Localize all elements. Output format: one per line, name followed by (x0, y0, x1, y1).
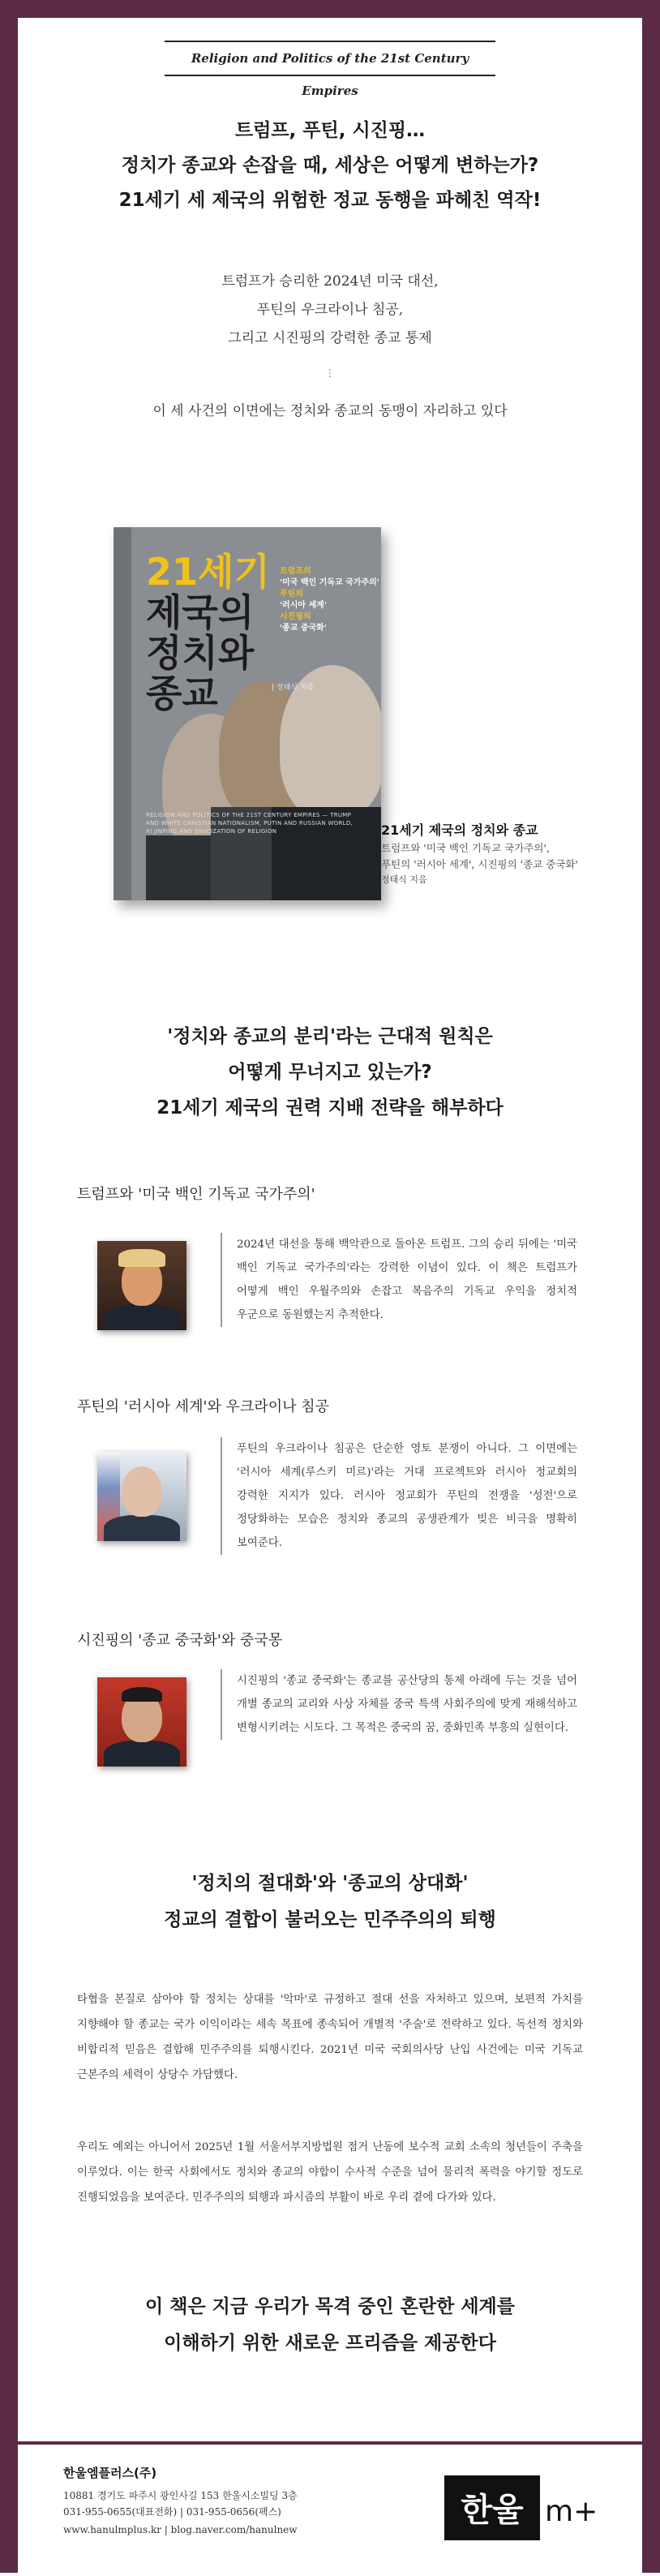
putin-section-text: 푸틴의 우크라이나 침공은 단순한 영토 분쟁이 아니다. 그 이면에는 '러시아 세계(루스키 미르)'라는 거대 프로젝트와 러시아 정교회의 강력한 지지가 있다. 러시아 정교회가 푸틴의 전쟁을 '성전'으로 정당화하는 모습은 정치와 종교의 공생관계가 빚은 비극을 명확히 보여준다. (221, 1437, 577, 1555)
cover-tag-2: 푸틴의 (280, 590, 303, 599)
closing-line-2: 이해하기 위한 새로운 프리즘을 제공한다 (164, 2333, 496, 2354)
portrait-face (122, 1466, 162, 1517)
cover-tag-3: 시진핑의 (280, 612, 311, 621)
portrait-body (104, 1515, 180, 1541)
section2-heading-line-2: 어떻게 무너지고 있는가? (228, 1062, 432, 1083)
xi-portrait (97, 1677, 186, 1767)
xi-section-text: 시진핑의 '종교 중국화'는 종교를 공산당의 통제 아래에 두는 것을 넘어 개별 종교의 교리와 사상 자체를 중국 특색 사회주의에 맞게 재해석하고 변형시키려는 시도다. 그 목적은 중국의 꿈, 중화민족 부흥의 실현이다. (221, 1669, 577, 1740)
section2-heading (49, 1019, 611, 1126)
publisher-address: 10881 경기도 파주시 광인사길 153 한울시소빌딩 3층 (63, 2490, 298, 2501)
section3-heading-line-2: 정교의 결합이 불러오는 민주주의의 퇴행 (164, 1909, 496, 1930)
logo-suffix: m+ (545, 2495, 598, 2528)
hanul-logo-icon (444, 2475, 606, 2540)
logo-text: 한울 (461, 2492, 524, 2529)
headline-line-1: 트럼프, 푸틴, 시진핑… (234, 120, 426, 141)
portrait-hair (118, 1249, 165, 1267)
dots-separator: ⋮ (325, 367, 335, 379)
cover-line-2: 제국의 (146, 590, 255, 634)
main-headline (49, 114, 611, 218)
intro-line-2: 푸틴의 우크라이나 침공, (256, 302, 404, 318)
portrait-hair (122, 1687, 162, 1702)
section3-paragraph-1: 타협을 본질로 삼아야 할 정치는 상대를 '악마'로 규정하고 절대 선을 자처하고 있으며, 보편적 가치를 지향해야 할 종교는 국가 이익이라는 세속 목표에 종속되어 개별적 '주술'로 전락하고 있다. 독선적 정치와 비합리적 믿음은 결합해 민주주의를 퇴행시킨다. 2021년 미국 국회의사당 난입 사건에는 미국 기독교 근본주의 세력이 상당수 가담했다. (77, 1994, 583, 2081)
cover-english-title: RELIGION AND POLITICS OF THE 21ST CENTURY EMPIRES — TRUMP AND WHITE CHRISTIAN NATIONALISM, PUTIN AND RUSSIAN WORLD, XI JINPING AND SINICIZATION OF RELIGION (146, 812, 354, 835)
book-spine (114, 527, 131, 900)
book-title: 21세기 제국의 정치와 종교 (381, 822, 538, 838)
book-subtitle-1: 트럼프와 '미국 백인 기독교 국가주의', (381, 842, 550, 854)
closing-statement (49, 2289, 611, 2362)
xi-section-title: 시진핑의 '종교 중국화'와 중국몽 (77, 1632, 283, 1649)
cover-tag-2b: '러시아 세계' (280, 601, 327, 610)
intro-line-1: 트럼프가 승리한 2024년 미국 대선, (221, 273, 439, 290)
intro-block (49, 268, 611, 353)
section2-heading-line-3: 21세기 제국의 권력 지배 전략을 해부하다 (156, 1097, 504, 1118)
book-subtitle-2: 푸틴의 '러시아 세계', 시진핑의 '종교 중국화' (381, 858, 578, 870)
cover-line-4: 종교 (146, 672, 218, 715)
publisher-web: www.hanulmplus.kr | blog.naver.com/hanulnew (63, 2524, 298, 2535)
section3-heading-line-1: '정치의 절대화'와 '종교의 상대화' (191, 1873, 469, 1894)
section3-paragraph-2: 우리도 예외는 아니어서 2025년 1월 서울서부지방법원 점거 난동에 보수적 교회 소속의 청년들이 주축을 이루었다. 이는 한국 사회에서도 정치와 종교의 야합이 수사적 수준을 넘어 물리적 폭력을 야기할 정도로 진행되었음을 보여준다. 민주주의의 퇴행과 파시즘의 부활이 바로 우리 곁에 다가와 있다. (77, 2141, 583, 2204)
trump-section-text: 2024년 대선을 통해 백악관으로 돌아온 트럼프. 그의 승리 뒤에는 '미국 백인 기독교 국가주의'라는 강력한 이념이 있다. 이 책은 트럼프가 어떻게 백인 우월주의와 손잡고 복음주의 기독교 우익을 정치적 우군으로 동원했는지 추적한다. (221, 1233, 577, 1327)
closing-line-1: 이 책은 지금 우리가 목격 중인 혼란한 세계를 (145, 2296, 515, 2317)
putin-section-title: 푸틴의 '러시아 세계'와 우크라이나 침공 (77, 1398, 329, 1415)
headline-line-2: 정치가 종교와 손잡을 때, 세상은 어떻게 변하는가? (121, 155, 539, 176)
publisher-name: 한울엠플러스(주) (63, 2466, 157, 2480)
cover-number: 21세기 (146, 550, 270, 594)
publisher-phone: 031-955-0655(대표전화) | 031-955-0656(팩스) (63, 2506, 281, 2518)
cover-tag-1: 트럼프의 (280, 567, 311, 576)
section3-heading (49, 1865, 611, 1938)
trump-portrait (97, 1241, 186, 1330)
cover-tag-3b: '종교 중국화' (280, 624, 327, 633)
book-author: 정태식 지음 (381, 874, 427, 885)
portrait-body (104, 1741, 180, 1767)
cover-tagline (280, 566, 379, 634)
book-cover-image (114, 527, 381, 900)
putin-portrait (97, 1452, 186, 1541)
headline-line-3: 21세기 세 제국의 위험한 정교 동행을 파헤친 역작! (118, 190, 542, 211)
intro-line-3: 그리고 시진핑의 강력한 종교 통제 (228, 330, 432, 346)
cover-author: | 정태식 지음 (272, 684, 315, 692)
book-info (381, 821, 624, 887)
cover-line-3: 정치와 (146, 631, 255, 675)
intro-conclusion: 이 세 사건의 이면에는 정치와 종교의 동맹이 자리하고 있다 (152, 403, 508, 419)
trump-section-title: 트럼프와 '미국 백인 기독교 국가주의' (77, 1186, 315, 1203)
section2-heading-line-1: '정치와 종교의 분리'라는 근대적 원칙은 (167, 1026, 493, 1047)
cover-tag-1b: '미국 백인 기독교 국가주의' (280, 578, 379, 587)
series-title: Religion and Politics of the 21st Century Empires (165, 41, 495, 76)
cover-title (146, 552, 270, 714)
portrait-body (104, 1304, 180, 1330)
